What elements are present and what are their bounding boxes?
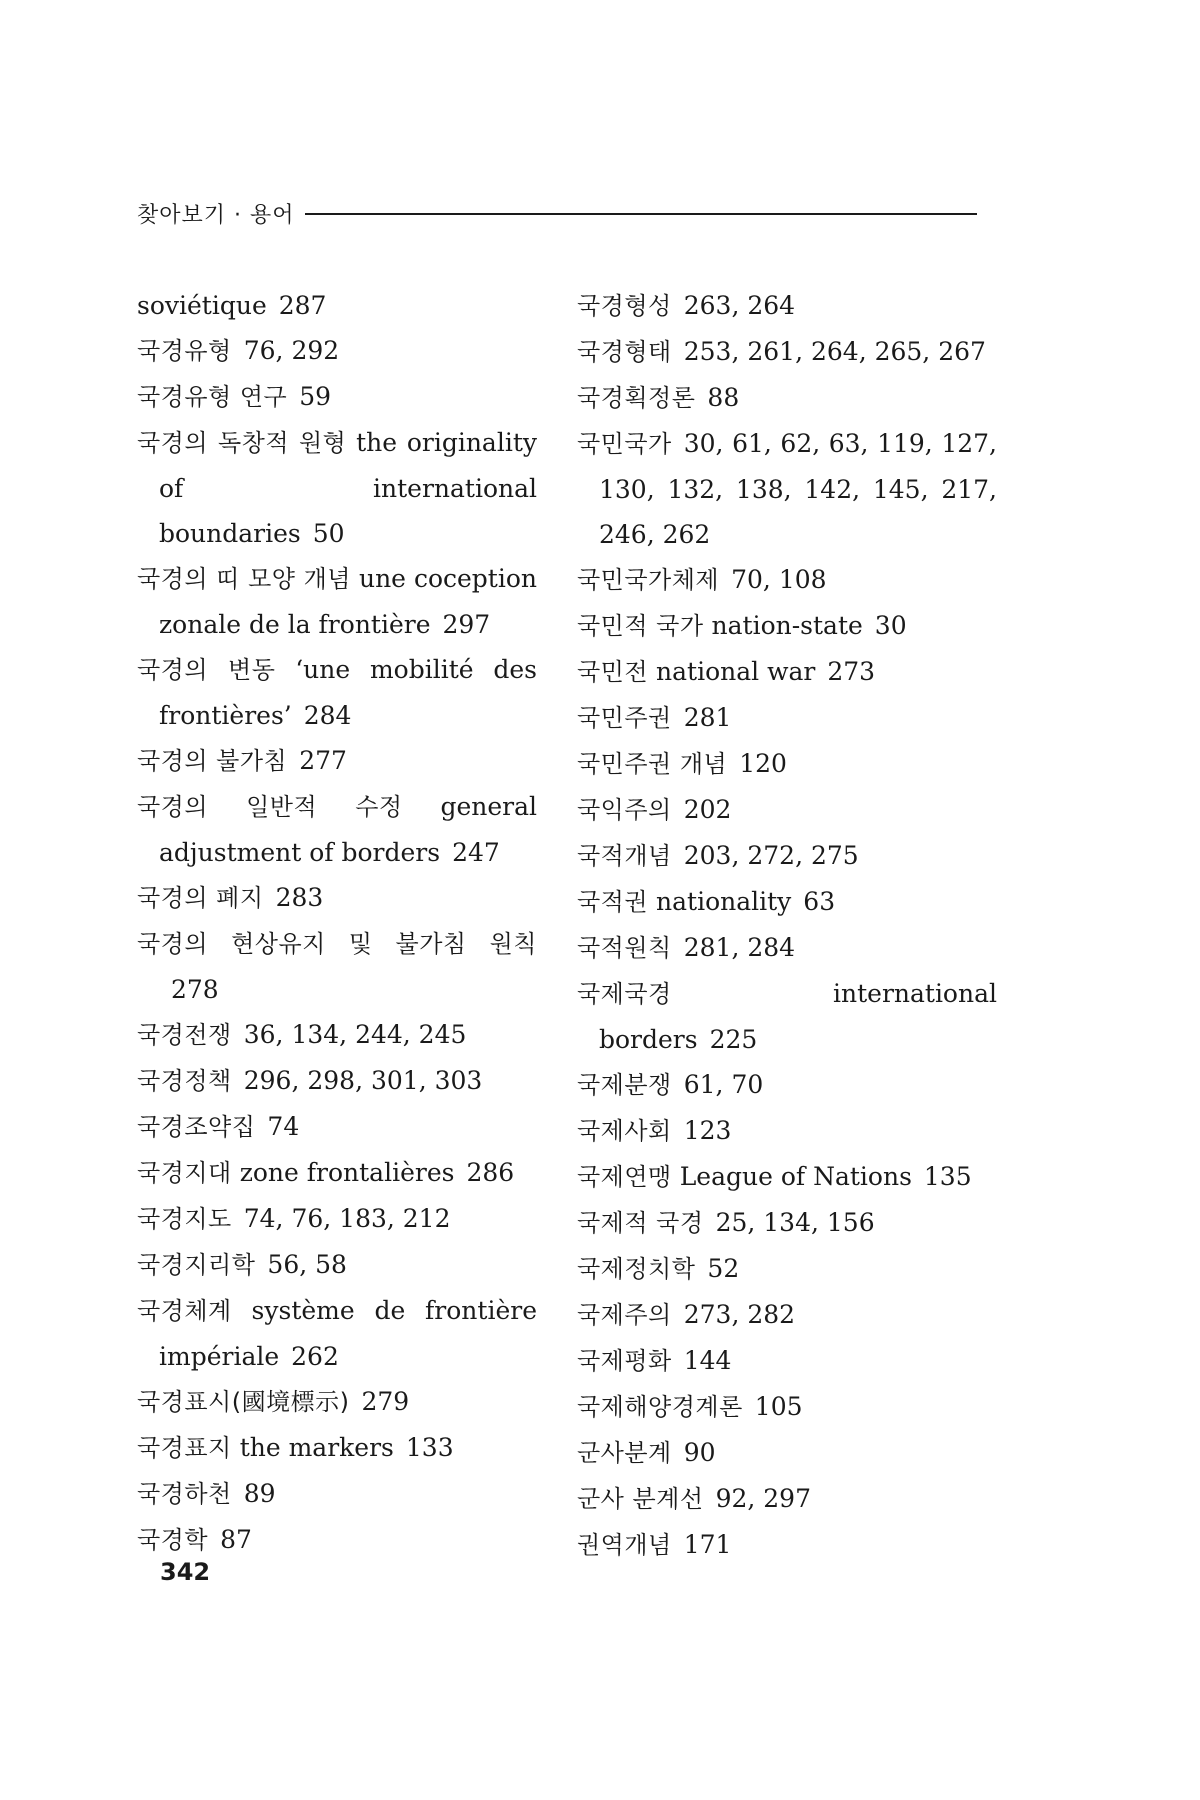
- index-term: 국경조약집: [137, 1113, 256, 1141]
- index-pages: 203, 272, 275: [683, 841, 859, 870]
- index-pages: 273, 282: [683, 1300, 796, 1329]
- index-entry: [577, 1430, 997, 1476]
- index-term: 국민주권: [577, 704, 672, 732]
- index-pages: 247: [452, 838, 500, 867]
- index-term: 국경의 폐지: [137, 884, 264, 912]
- index-entry: [577, 1292, 997, 1338]
- index-pages: 61, 70: [683, 1070, 764, 1099]
- index-pages: 144: [683, 1346, 732, 1375]
- index-term: 국경유형: [137, 337, 232, 365]
- index-term: 국민주권 개념: [577, 750, 728, 778]
- index-pages: 281: [683, 703, 732, 732]
- index-entry: [137, 1012, 537, 1058]
- index-foreign-term: national war: [656, 657, 816, 686]
- index-pages: 283: [275, 883, 324, 912]
- index-term: 국경의 불가침: [137, 747, 288, 775]
- index-term: 국경의 일반적 수정: [137, 793, 403, 821]
- index-term: 국경학: [137, 1526, 209, 1554]
- index-term: 국경형태: [577, 338, 672, 366]
- index-foreign-term: une coception zonale de la frontière: [159, 564, 537, 639]
- index-term: 국적권: [577, 888, 649, 916]
- index-pages: 281, 284: [683, 933, 796, 962]
- index-entry: [137, 647, 537, 738]
- index-pages: 52: [707, 1254, 740, 1283]
- index-entry: [577, 557, 997, 603]
- index-pages: 297: [442, 610, 491, 639]
- index-foreign-term: the markers: [239, 1433, 394, 1462]
- index-term: 국민전: [577, 658, 649, 686]
- index-pages: 133: [405, 1433, 454, 1462]
- index-entry: [577, 283, 997, 329]
- index-entry: [577, 925, 997, 971]
- index-entry: [137, 374, 537, 420]
- index-term: 국익주의: [577, 796, 672, 824]
- index-foreign-term: international borders: [599, 979, 997, 1054]
- index-entry: [577, 1200, 997, 1246]
- index-pages: 74: [267, 1112, 300, 1141]
- index-entry: [137, 420, 537, 556]
- index-entry: [137, 1150, 537, 1196]
- index-term: 국경의 독창적 원형: [137, 429, 347, 457]
- index-entry: [577, 741, 997, 787]
- index-pages: 202: [683, 795, 732, 824]
- index-term: 국제사회: [577, 1117, 672, 1145]
- index-entry: [577, 421, 997, 557]
- index-term: 국경지대: [137, 1159, 232, 1187]
- index-entry: [137, 1471, 537, 1517]
- index-pages: 70, 108: [731, 565, 827, 594]
- index-pages: 63: [803, 887, 836, 916]
- index-pages: 123: [683, 1116, 732, 1145]
- index-entry: [577, 1062, 997, 1108]
- index-pages: 253, 261, 264, 265, 267: [683, 337, 986, 366]
- index-term: 국제주의: [577, 1301, 672, 1329]
- index-entry: [577, 833, 997, 879]
- index-term: 국제평화: [577, 1347, 672, 1375]
- index-pages: 50: [312, 519, 345, 548]
- index-pages: 273: [827, 657, 876, 686]
- index-pages: 171: [683, 1530, 732, 1559]
- index-pages: 30: [874, 611, 907, 640]
- index-term: 국경획정론: [577, 384, 696, 412]
- index-entry: [137, 1104, 537, 1150]
- index-pages: 277: [299, 746, 347, 775]
- index-pages: 286: [466, 1158, 515, 1187]
- index-term: 국경형성: [577, 292, 672, 320]
- index-entry: [137, 1425, 537, 1471]
- index-entry: [577, 1384, 997, 1430]
- index-entry: [577, 695, 997, 741]
- index-term: 국경지리학: [137, 1251, 256, 1279]
- index-term: 군사분계: [577, 1439, 672, 1467]
- index-pages: 278: [171, 975, 219, 1004]
- index-foreign-term: soviétique: [137, 291, 267, 320]
- index-term: 국경하천: [137, 1480, 232, 1508]
- index-pages: 87: [220, 1525, 252, 1554]
- index-term: 국민국가: [577, 430, 672, 458]
- index-term: 국제적 국경: [577, 1209, 704, 1237]
- index-term: 국제분쟁: [577, 1071, 672, 1099]
- index-entry: [137, 875, 537, 921]
- index-term: 국경표지: [137, 1434, 232, 1462]
- index-term: 국경의 변동: [137, 656, 276, 684]
- index-pages: 262: [291, 1342, 339, 1371]
- index-term: 국민적 국가: [577, 612, 704, 640]
- index-pages: 56, 58: [267, 1250, 347, 1279]
- index-pages: 25, 134, 156: [715, 1208, 875, 1237]
- index-entry: [577, 879, 997, 925]
- index-foreign-term: nationality: [656, 887, 792, 916]
- index-entry: [577, 1246, 997, 1292]
- index-entry: [137, 1058, 537, 1104]
- index-foreign-term: League of Nations: [679, 1162, 912, 1191]
- running-head: [137, 198, 977, 229]
- index-pages: 279: [361, 1387, 410, 1416]
- index-pages: 89: [243, 1479, 276, 1508]
- index-entry: [577, 1108, 997, 1154]
- index-term: 국민국가체제: [577, 566, 720, 594]
- index-pages: 59: [299, 382, 332, 411]
- index-pages: 36, 134, 244, 245: [243, 1020, 467, 1049]
- index-entry: [577, 1522, 997, 1568]
- index-term: 국제국경: [577, 980, 672, 1008]
- index-foreign-term: système de frontière impériale: [159, 1296, 537, 1371]
- index-pages: 263, 264: [683, 291, 796, 320]
- index-entry: [137, 1517, 537, 1563]
- index-foreign-term: nation-state: [711, 611, 863, 640]
- index-entry: [577, 1154, 997, 1200]
- index-term: 국경지도: [137, 1205, 232, 1233]
- index-entry: [137, 1196, 537, 1242]
- index-term: 군사 분계선: [577, 1485, 704, 1513]
- index-entry: [137, 556, 537, 647]
- index-term: 국제해양경계론: [577, 1393, 743, 1421]
- page-number: 342: [160, 1558, 211, 1586]
- index-pages: 225: [709, 1025, 758, 1054]
- index-entry: [137, 328, 537, 374]
- index-pages: 120: [739, 749, 787, 778]
- index-term: 국경체계: [137, 1297, 232, 1325]
- index-term: 국제연맹: [577, 1163, 672, 1191]
- index-term: 국경전쟁: [137, 1021, 232, 1049]
- index-entry: [577, 1338, 997, 1384]
- index-entry: [577, 329, 997, 375]
- index-column-right: [577, 283, 997, 1568]
- index-pages: 105: [754, 1392, 803, 1421]
- index-entry: [577, 1476, 997, 1522]
- running-head-title: 찾아보기 · 용어: [137, 203, 295, 228]
- index-term: 권역개념: [577, 1531, 672, 1559]
- index-term: 국경의 띠 모양 개념: [137, 565, 351, 593]
- index-entry: [137, 784, 537, 875]
- index-pages: 284: [303, 701, 352, 730]
- index-entry: [137, 1379, 537, 1425]
- index-term: 국적개념: [577, 842, 672, 870]
- index-entry: [577, 603, 997, 649]
- index-pages: 92, 297: [715, 1484, 811, 1513]
- index-column-left: [137, 283, 537, 1563]
- index-foreign-term: zone frontalières: [239, 1158, 455, 1187]
- index-term: 국적원칙: [577, 934, 672, 962]
- index-pages: 76, 292: [243, 336, 340, 365]
- index-term: 국경유형 연구: [137, 383, 288, 411]
- index-pages: 74, 76, 183, 212: [243, 1204, 451, 1233]
- index-foreign-term: ‘une mobilité des frontières’: [159, 655, 537, 730]
- index-entry: [137, 1288, 537, 1379]
- index-term: 국경정책: [137, 1067, 232, 1095]
- index-entry: [137, 738, 537, 784]
- index-pages: 90: [683, 1438, 716, 1467]
- index-entry: [577, 375, 997, 421]
- index-foreign-term: general adjustment of borders: [159, 792, 537, 867]
- index-pages: 296, 298, 301, 303: [243, 1066, 483, 1095]
- index-term: 국경표시(國境標示): [137, 1388, 350, 1416]
- index-entry: [137, 1242, 537, 1288]
- index-entry: [137, 283, 537, 328]
- index-entry: [577, 649, 997, 695]
- index-term: 국제정치학: [577, 1255, 696, 1283]
- index-entry: [137, 921, 537, 1012]
- header-rule: [305, 213, 978, 215]
- index-entry: [577, 971, 997, 1062]
- index-foreign-term: the originality of international boundaries: [159, 428, 537, 548]
- index-entry: [577, 787, 997, 833]
- index-pages: 30, 61, 62, 63, 119, 127, 130, 132, 138, 142, 145, 217, 246, 262: [599, 429, 997, 549]
- index-pages: 287: [278, 291, 327, 320]
- index-pages: 135: [923, 1162, 972, 1191]
- index-term: 국경의 현상유지 및 불가침 원칙: [137, 930, 537, 958]
- index-pages: 88: [707, 383, 740, 412]
